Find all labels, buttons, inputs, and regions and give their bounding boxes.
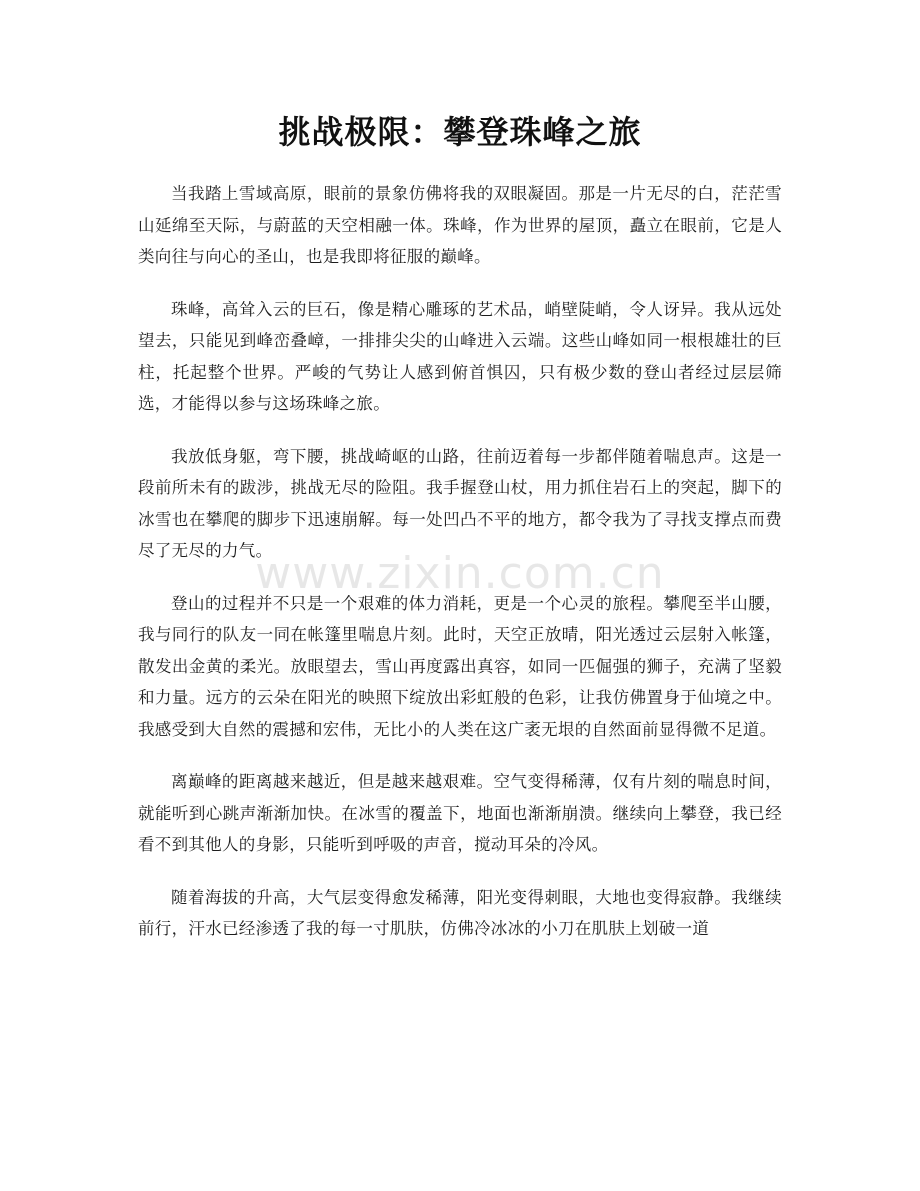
paragraph-6: 随着海拔的升高，大气层变得愈发稀薄，阳光变得刺眼，大地也变得寂静。我继续前行，汗水已经渗透了我的每一寸肌肤，仿佛冷冰冰的小刀在肌肤上划破一道 [138, 887, 782, 938]
document-body [138, 178, 782, 966]
paragraph-3: 我放低身躯，弯下腰，挑战崎岖的山路，往前迈着每一步都伴随着喘息声。这是一段前所未有的跋涉，挑战无尽的险阻。我手握登山杖，用力抓住岩石上的突起，脚下的冰雪也在攀爬的脚步下迅速崩解。每一处凹凸不平的地方，都令我为了寻找支撑点而费尽了无尽的力气。 [138, 446, 782, 560]
watermark: www.zixin.com.cn [255, 548, 665, 599]
paragraph-1: 当我踏上雪域高原，眼前的景象仿佛将我的双眼凝固。那是一片无尽的白，茫茫雪山延绵至天际，与蔚蓝的天空相融一体。珠峰，作为世界的屋顶，矗立在眼前，它是人类向往与向心的圣山，也是我即将征服的巅峰。 [138, 184, 782, 266]
paragraph-5: 离巅峰的距离越来越近，但是越来越艰难。空气变得稀薄，仅有片刻的喘息时间，就能听到心跳声渐渐加快。在冰雪的覆盖下，地面也渐渐崩溃。继续向上攀登，我已经看不到其他人的身影，只能听到呼吸的声音，搅动耳朵的冷风。 [138, 772, 782, 854]
paragraph-2: 珠峰，高耸入云的巨石，像是精心雕琢的艺术品，峭壁陡峭，令人讶异。我从远处望去，只能见到峰峦叠嶂，一排排尖尖的山峰进入云端。这些山峰如同一根根雄壮的巨柱，托起整个世界。严峻的气势让人感到俯首惧囚，只有极少数的登山者经过层层筛选，才能得以参与这场珠峰之旅。 [138, 299, 782, 413]
paragraph-4: 登山的过程并不只是一个艰难的体力消耗，更是一个心灵的旅程。攀爬至半山腰，我与同行的队友一同在帐篷里喘息片刻。此时，天空正放晴，阳光透过云层射入帐篷，散发出金黄的柔光。放眼望去，雪山再度露出真容，如同一匹倔强的狮子，充满了坚毅和力量。远方的云朵在阳光的映照下绽放出彩虹般的色彩，让我仿佛置身于仙境之中。我感受到大自然的震撼和宏伟，无比小的人类在这广袤无垠的自然面前显得微不足道。 [138, 593, 782, 739]
document-title: 挑战极限：攀登珠峰之旅 [278, 113, 642, 151]
